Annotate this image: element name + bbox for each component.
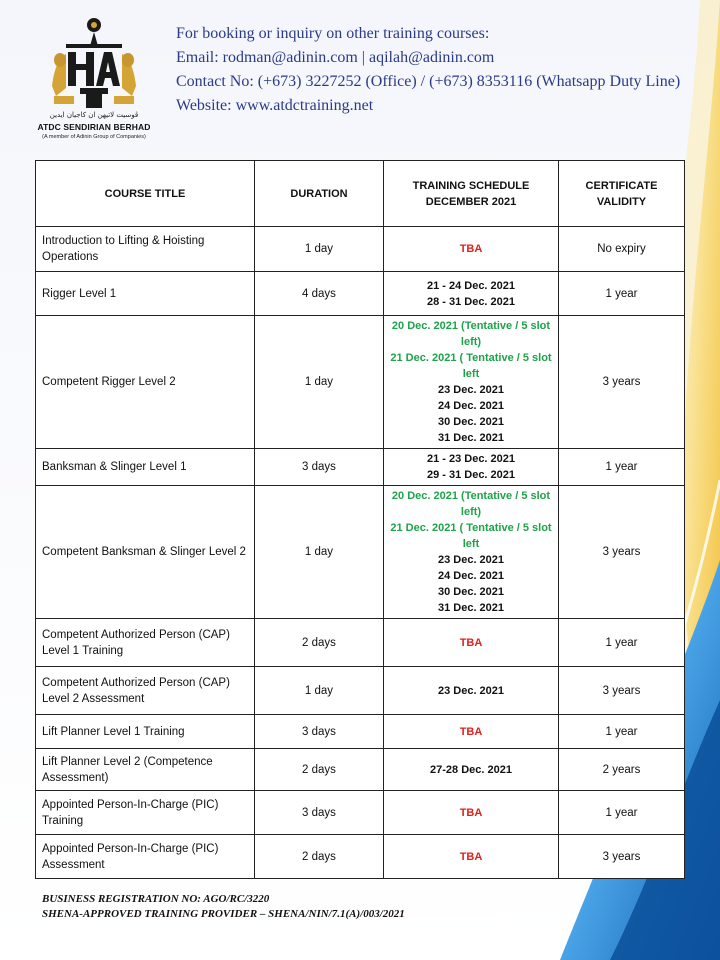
duration-cell: 1 day — [255, 316, 384, 449]
course-title-cell: Competent Authorized Person (CAP) Level 1 Training — [36, 619, 255, 667]
schedule-date: 31 Dec. 2021 — [437, 432, 505, 444]
validity-cell: 1 year — [559, 272, 685, 316]
schedule-date: 31 Dec. 2021 — [437, 602, 505, 614]
schedule-cell — [384, 272, 559, 316]
validity-cell: 2 years — [559, 749, 685, 791]
header-course-title: COURSE TITLE — [36, 161, 255, 227]
schedule-cell — [384, 486, 559, 619]
table-body — [36, 227, 685, 879]
footer-registration — [42, 892, 405, 922]
course-title-cell: Competent Authorized Person (CAP) Level 2 Assessment — [36, 667, 255, 715]
validity-cell: 3 years — [559, 486, 685, 619]
schedule-tba: TBA — [459, 636, 483, 649]
company-logo — [32, 16, 156, 144]
duration-cell: 2 days — [255, 619, 384, 667]
validity-cell: 3 years — [559, 835, 685, 879]
schedule-date: 23 Dec. 2021 — [437, 384, 505, 396]
table-row — [36, 619, 685, 667]
schedule-date: 30 Dec. 2021 — [437, 416, 505, 428]
schedule-tentative-date: 21 Dec. 2021 ( Tentative / 5 slot left — [390, 352, 552, 380]
duration-cell: 4 days — [255, 272, 384, 316]
table-row — [36, 791, 685, 835]
schedule-date: 28 - 31 Dec. 2021 — [426, 295, 516, 308]
schedule-cell — [384, 449, 559, 486]
contact-info — [176, 22, 680, 118]
header-duration: DURATION — [255, 161, 384, 227]
contact-intro: For booking or inquiry on other training courses: — [176, 25, 490, 42]
logo-company-name: ATDC SENDIRIAN BERHAD — [37, 122, 151, 132]
footer-shena-provider: SHENA-APPROVED TRAINING PROVIDER – SHENA/NIN/7.1(A)/003/2021 — [42, 908, 405, 920]
schedule-date: 23 Dec. 2021 — [437, 684, 505, 697]
table-row — [36, 227, 685, 272]
header-schedule-line1: TRAINING SCHEDULE — [412, 179, 530, 192]
schedule-cell — [384, 749, 559, 791]
validity-cell: 1 year — [559, 715, 685, 749]
schedule-cell — [384, 791, 559, 835]
contact-phone[interactable]: Contact No: (+673) 3227252 (Office) / (+673) 8353116 (Whatsapp Duty Line) — [176, 73, 681, 90]
schedule-tba: TBA — [459, 806, 483, 819]
schedule-cell — [384, 667, 559, 715]
schedule-cell — [384, 619, 559, 667]
schedule-date: 24 Dec. 2021 — [437, 400, 505, 412]
logo-subtitle: (A member of Adinin Group of Companies) — [42, 134, 146, 140]
table-row — [36, 486, 685, 619]
duration-cell: 1 day — [255, 667, 384, 715]
validity-cell: 1 year — [559, 619, 685, 667]
table-row — [36, 749, 685, 791]
table-row — [36, 835, 685, 879]
table-row — [36, 449, 685, 486]
schedule-tentative-date: 20 Dec. 2021 (Tentative / 5 slot left) — [391, 490, 551, 518]
duration-cell: 1 day — [255, 227, 384, 272]
table-row — [36, 715, 685, 749]
header-validity-line1: CERTIFICATE — [585, 179, 658, 192]
course-title-cell: Appointed Person-In-Charge (PIC) Training — [36, 791, 255, 835]
table-header-row — [36, 161, 685, 227]
schedule-cell — [384, 227, 559, 272]
validity-cell: 1 year — [559, 449, 685, 486]
duration-cell: 1 day — [255, 486, 384, 619]
schedule-cell — [384, 835, 559, 879]
contact-website[interactable]: Website: www.atdctraining.net — [176, 97, 374, 114]
footer-business-registration: BUSINESS REGISTRATION NO: AGO/RC/3220 — [42, 893, 270, 905]
course-title-cell: Banksman & Slinger Level 1 — [36, 449, 255, 486]
header-validity-line2: VALIDITY — [596, 195, 647, 208]
schedule-tba: TBA — [459, 725, 483, 738]
schedule-date: 27-28 Dec. 2021 — [430, 763, 512, 776]
course-title-cell: Rigger Level 1 — [36, 272, 255, 316]
duration-cell: 3 days — [255, 449, 384, 486]
contact-email[interactable]: Email: rodman@adinin.com | aqilah@adinin.com — [176, 49, 495, 66]
schedule-tba: TBA — [459, 850, 483, 863]
schedule-date: 29 - 31 Dec. 2021 — [426, 469, 516, 481]
schedule-cell — [384, 715, 559, 749]
course-title-cell: Lift Planner Level 1 Training — [36, 715, 255, 749]
schedule-tentative-date: 21 Dec. 2021 ( Tentative / 5 slot left — [390, 522, 552, 550]
schedule-date: 24 Dec. 2021 — [437, 570, 505, 582]
schedule-cell — [384, 316, 559, 449]
validity-cell: 3 years — [559, 316, 685, 449]
table-row — [36, 272, 685, 316]
header-schedule-line2: DECEMBER 2021 — [425, 195, 517, 208]
header-certificate-validity — [559, 161, 685, 227]
schedule-date: 21 - 23 Dec. 2021 — [426, 453, 516, 465]
course-title-cell: Appointed Person-In-Charge (PIC) Assessment — [36, 835, 255, 879]
duration-cell: 2 days — [255, 835, 384, 879]
validity-cell: No expiry — [559, 227, 685, 272]
logo-arabic-text: ڤوسيت لاتيهن ان كاجيان ايدين — [49, 111, 139, 119]
duration-cell: 3 days — [255, 791, 384, 835]
table-row — [36, 667, 685, 715]
table-row — [36, 316, 685, 449]
header-training-schedule — [384, 161, 559, 227]
schedule-date: 30 Dec. 2021 — [437, 586, 505, 598]
validity-cell: 1 year — [559, 791, 685, 835]
duration-cell: 2 days — [255, 749, 384, 791]
course-title-cell: Competent Banksman & Slinger Level 2 — [36, 486, 255, 619]
atdc-emblem-icon — [46, 16, 142, 112]
schedule-tba: TBA — [459, 243, 483, 255]
course-title-cell: Lift Planner Level 2 (Competence Assessment) — [36, 749, 255, 791]
course-title-cell: Introduction to Lifting & Hoisting Operations — [36, 227, 255, 272]
training-schedule-table — [35, 160, 685, 879]
validity-cell: 3 years — [559, 667, 685, 715]
schedule-date: 21 - 24 Dec. 2021 — [426, 279, 516, 292]
schedule-tentative-date: 20 Dec. 2021 (Tentative / 5 slot left) — [391, 320, 551, 348]
schedule-date: 23 Dec. 2021 — [437, 554, 505, 566]
course-title-cell: Competent Rigger Level 2 — [36, 316, 255, 449]
duration-cell: 3 days — [255, 715, 384, 749]
